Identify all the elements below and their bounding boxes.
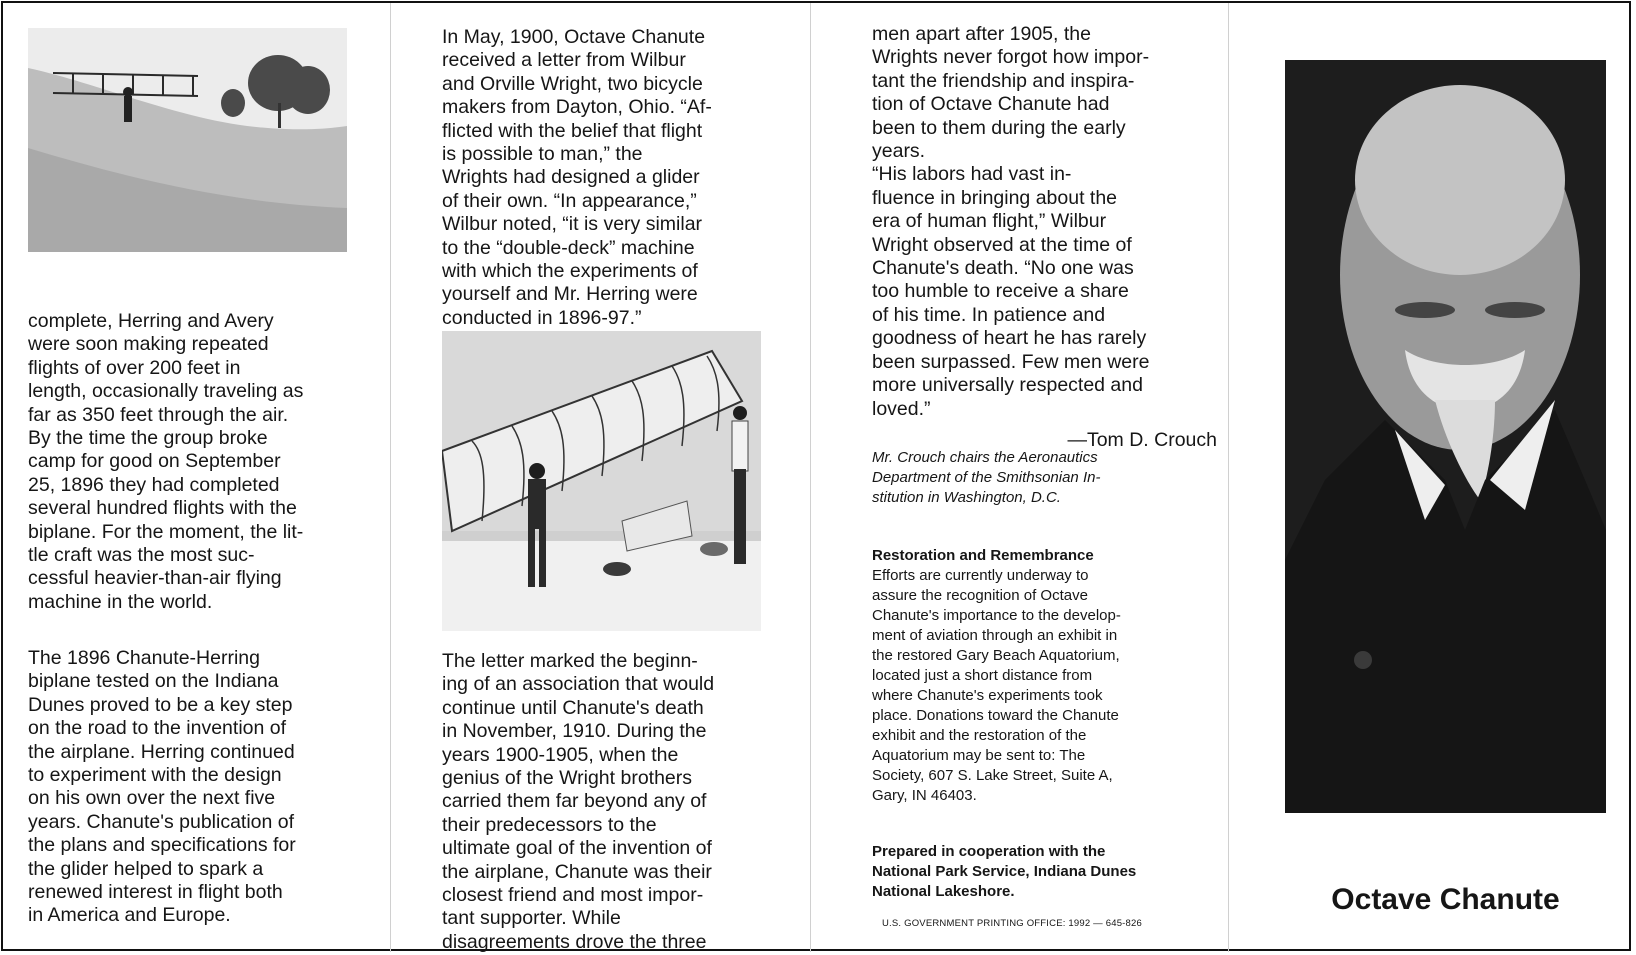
brochure-title: Octave Chanute	[1331, 883, 1560, 916]
section-heading: Restoration and Remembrance	[872, 547, 1094, 564]
octave-chanute-portrait	[1285, 60, 1606, 813]
panel2-paragraph-1: In May, 1900, Octave Chanute received a letter from Wilbur and Orville Wright, two bicycle makers from Dayton, Ohio. “Af- flicted with the belief that flight is possible to man,” the Wrights had designed a glider of their own. “In appearance,” Wilbur noted, “it is very similar to the “double-deck” machine with which the experiments of yourself and Mr. Herring were conducted in 1896-97.”	[442, 26, 712, 329]
fold-line	[1228, 3, 1229, 952]
panel3-paragraph-1: men apart after 1905, the Wrights never forgot how impor- tant the friendship and inspira- tion of Octave Chanute had been to them during the early years. “His labors had vast in- fluence in bringing about the era of human flight,” Wilbur Wright observed at the time of Chanute's death. “No one was too humble to receive a share of his time. In patience and goodness of heart he has rarely been surpassed. Few men were more universally respected and loved.”	[872, 23, 1150, 420]
fold-line	[810, 3, 811, 952]
fold-line	[390, 3, 391, 952]
panel2-paragraph-2: The letter marked the beginn- ing of an association that would continue until Chanute's death in November, 1910. During the years 1900-1905, when the genius of the Wright brothers carried them far beyond any of their predecessors to the ultimate goal of the invention of the airplane, Chanute was their closest friend and most impor- tant supporter. While disagreements drove the three	[442, 650, 715, 953]
glider-dunes-photo	[28, 28, 347, 252]
attribution: —Tom D. Crouch	[1067, 428, 1217, 451]
wright-glider-photo	[442, 331, 761, 631]
cooperation-credit: Prepared in cooperation with the National Park Service, Indiana Dunes National Lakeshore.	[872, 843, 1137, 900]
panel1-paragraph-1: complete, Herring and Avery were soon making repeated flights of over 200 feet in length, occasionally traveling as far as 350 feet through the air. By the time the group broke camp for good on September 25, 1896 they had completed several hundred flights with the biplane. For the moment, the lit- tle craft was the most suc- cessful heavier-than-air flying machine in the world.	[28, 310, 304, 613]
printing-office-note: U.S. GOVERNMENT PRINTING OFFICE: 1992 — 645-826	[882, 918, 1142, 929]
section-body: Efforts are currently underway to assure the recognition of Octave Chanute's importance to the develop- ment of aviation through an exhibit in the restored Gary Beach Aquatorium, located just a short distance from where Chanute's experiments took place. Donations toward the Chanute exhibit and the restoration of the Aquatorium may be sent to: The Society, 607 S. Lake Street, Suite A, Gary, IN 46403.	[872, 567, 1121, 804]
author-note: Mr. Crouch chairs the Aeronautics Department of the Smithsonian In- stitution in Washington, D.C.	[872, 449, 1101, 506]
panel1-paragraph-2: The 1896 Chanute-Herring biplane tested on the Indiana Dunes proved to be a key step on the road to the invention of the airplane. Herring continued to experiment with the design on his own over the next five years. Chanute's publication of the plans and specifications for the glider helped to spark a renewed interest in flight both in America and Europe.	[28, 647, 296, 927]
